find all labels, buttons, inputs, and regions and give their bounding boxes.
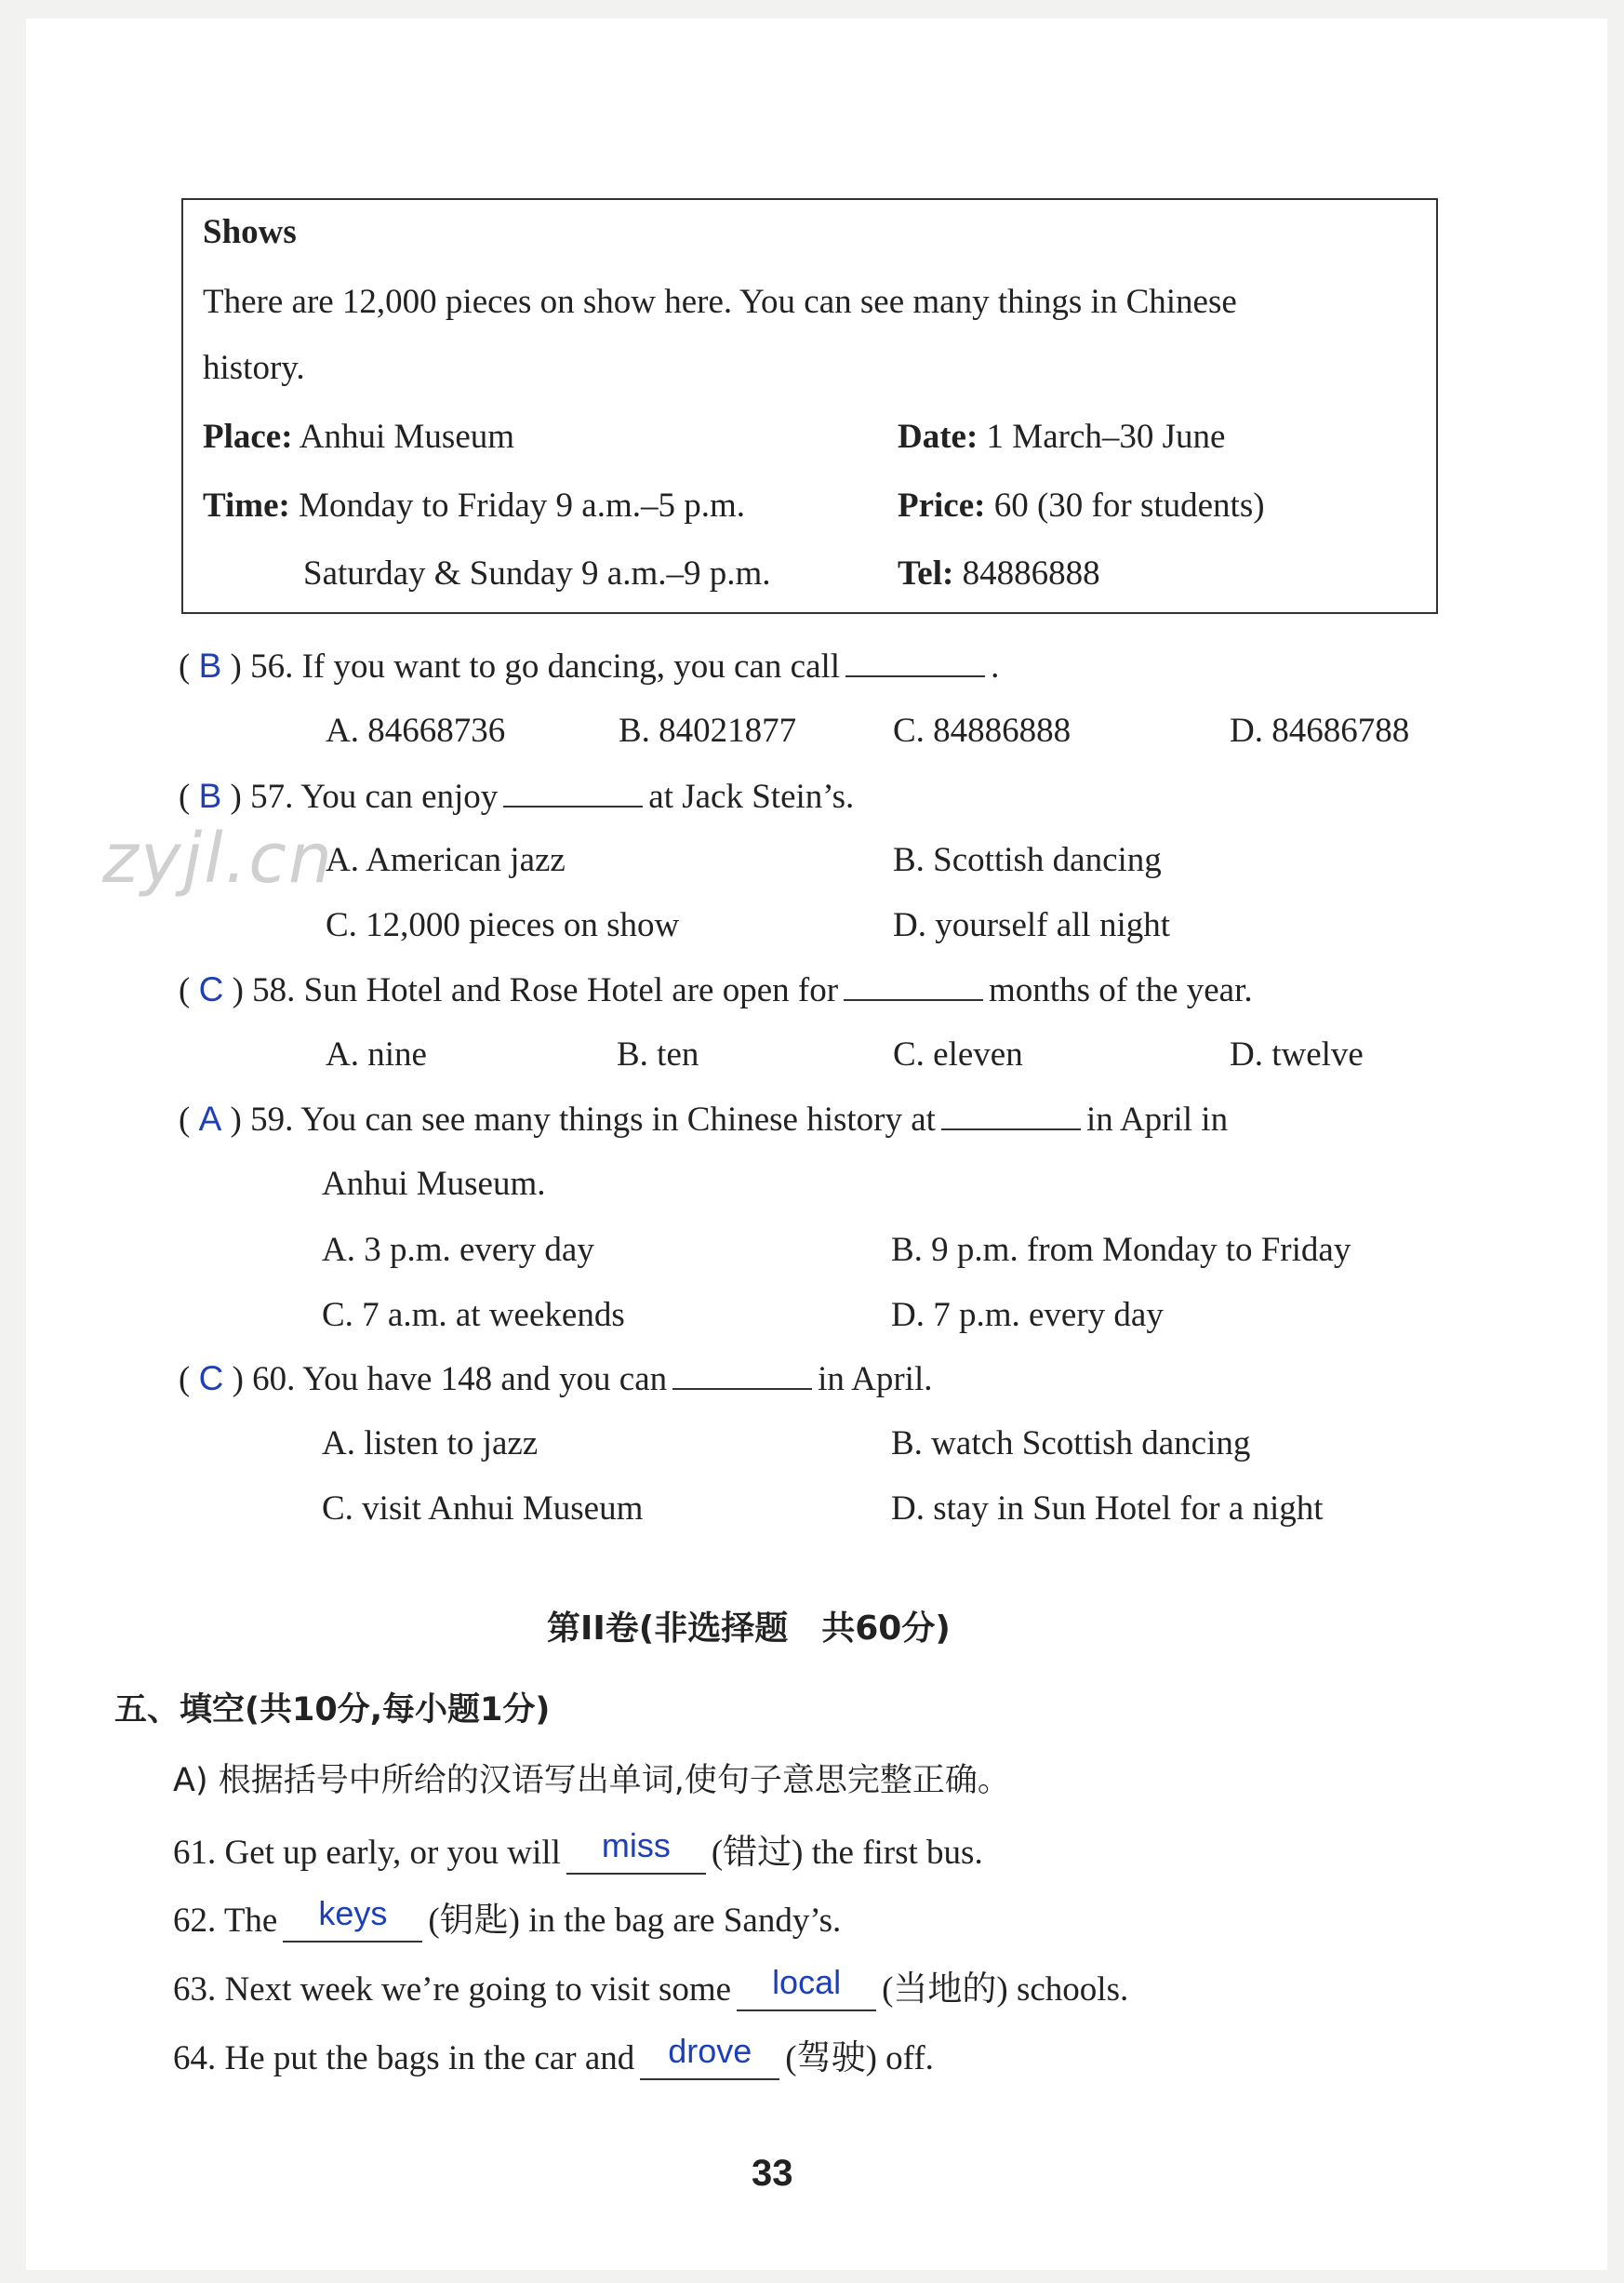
answer-blank — [844, 971, 983, 1001]
option-58-b: B. ten — [617, 1035, 699, 1074]
notice-title: Shows — [203, 213, 297, 251]
price-value: 60 (30 for students) — [993, 487, 1265, 525]
time-label: Time: — [203, 487, 290, 525]
question-56: ( B ) 56. If you want to go dancing, you can call . — [179, 647, 1000, 686]
fill-answer-64: drove — [668, 2032, 752, 2070]
fill-answer-63: local — [772, 1963, 842, 2001]
place-value: Anhui Museum — [299, 418, 515, 456]
option-60-d: D. stay in Sun Hotel for a night — [891, 1489, 1324, 1528]
place-row — [203, 417, 514, 457]
option-56-b: B. 84021877 — [619, 712, 797, 750]
answer-blank — [845, 648, 985, 677]
fill-answer-61: miss — [601, 1826, 671, 1864]
price-row — [898, 486, 1265, 526]
question-58: ( C ) 58. Sun Hotel and Rose Hotel are open for months of the year. — [179, 970, 1253, 1009]
fill-62: 62. The keys (钥匙) in the bag are Sandy’s. — [173, 1891, 841, 1943]
option-59-b: B. 9 p.m. from Monday to Friday — [891, 1231, 1351, 1269]
tel-label: Tel: — [898, 554, 954, 593]
answer-57: B — [198, 777, 222, 815]
tel-row — [898, 554, 1100, 594]
option-60-a: A. listen to jazz — [322, 1424, 539, 1462]
notice-line1: There are 12,000 pieces on show here. You can see many things in Chinese — [203, 283, 1237, 321]
fill-61: 61. Get up early, or you will miss (错过) the first bus. — [173, 1823, 983, 1875]
option-59-d: D. 7 p.m. every day — [891, 1296, 1164, 1334]
option-56-a: A. 84668736 — [326, 712, 506, 750]
notice-box — [181, 198, 1438, 614]
question-59-cont: Anhui Museum. — [322, 1165, 546, 1203]
option-56-c: C. 84886888 — [893, 712, 1072, 750]
option-57-c: C. 12,000 pieces on show — [326, 906, 680, 944]
option-60-b: B. watch Scottish dancing — [891, 1424, 1251, 1462]
place-label: Place: — [203, 418, 293, 456]
fill-answer-62: keys — [318, 1894, 388, 1932]
option-58-d: D. twelve — [1230, 1035, 1364, 1074]
question-59: ( A ) 59. You can see many things in Chinese history at in April in — [179, 1100, 1229, 1139]
answer-59: A — [198, 1100, 222, 1138]
date-value: 1 March–30 June — [986, 418, 1226, 456]
answer-56: B — [198, 647, 222, 685]
section-2-title: 第II卷(非选择题 共60分) — [547, 1609, 951, 1648]
option-56-d: D. 84686788 — [1230, 712, 1410, 750]
notice-line2: history. — [203, 349, 305, 387]
answer-blank — [672, 1360, 812, 1390]
option-57-b: B. Scottish dancing — [893, 841, 1162, 879]
answer-blank — [503, 778, 643, 808]
fill-64: 64. He put the bags in the car and drove (驾驶) off. — [173, 2029, 934, 2080]
option-59-a: A. 3 p.m. every day — [322, 1231, 594, 1269]
option-58-c: C. eleven — [893, 1035, 1023, 1074]
question-57: ( B ) 57. You can enjoy at Jack Stein’s. — [179, 777, 855, 816]
time-value-weekday: Monday to Friday 9 a.m.–5 p.m. — [299, 487, 746, 525]
fill-63: 63. Next week we’re going to visit some local (当地的) schools. — [173, 1960, 1128, 2011]
option-57-a: A. American jazz — [326, 841, 566, 879]
option-57-d: D. yourself all night — [893, 906, 1171, 944]
date-row — [898, 417, 1225, 457]
part-5-instruction: A) 根据括号中所给的汉语写出单词,使句子意思完整正确。 — [173, 1762, 1010, 1799]
part-5-title: 五、填空(共10分,每小题1分) — [114, 1691, 551, 1729]
page-number: 33 — [752, 2153, 793, 2194]
answer-blank — [941, 1101, 1081, 1130]
time-row — [203, 486, 745, 526]
option-60-c: C. visit Anhui Museum — [322, 1489, 644, 1528]
watermark: zyjl.cn — [102, 819, 334, 899]
time-value-weekend: Saturday & Sunday 9 a.m.–9 p.m. — [303, 554, 771, 593]
option-58-a: A. nine — [326, 1035, 427, 1074]
tel-value: 84886888 — [962, 554, 1100, 593]
date-label: Date: — [898, 418, 978, 456]
price-label: Price: — [898, 487, 986, 525]
question-60: ( C ) 60. You have 148 and you can in April. — [179, 1359, 933, 1398]
answer-60: C — [198, 1359, 224, 1397]
answer-58: C — [198, 970, 224, 1008]
option-59-c: C. 7 a.m. at weekends — [322, 1296, 625, 1334]
